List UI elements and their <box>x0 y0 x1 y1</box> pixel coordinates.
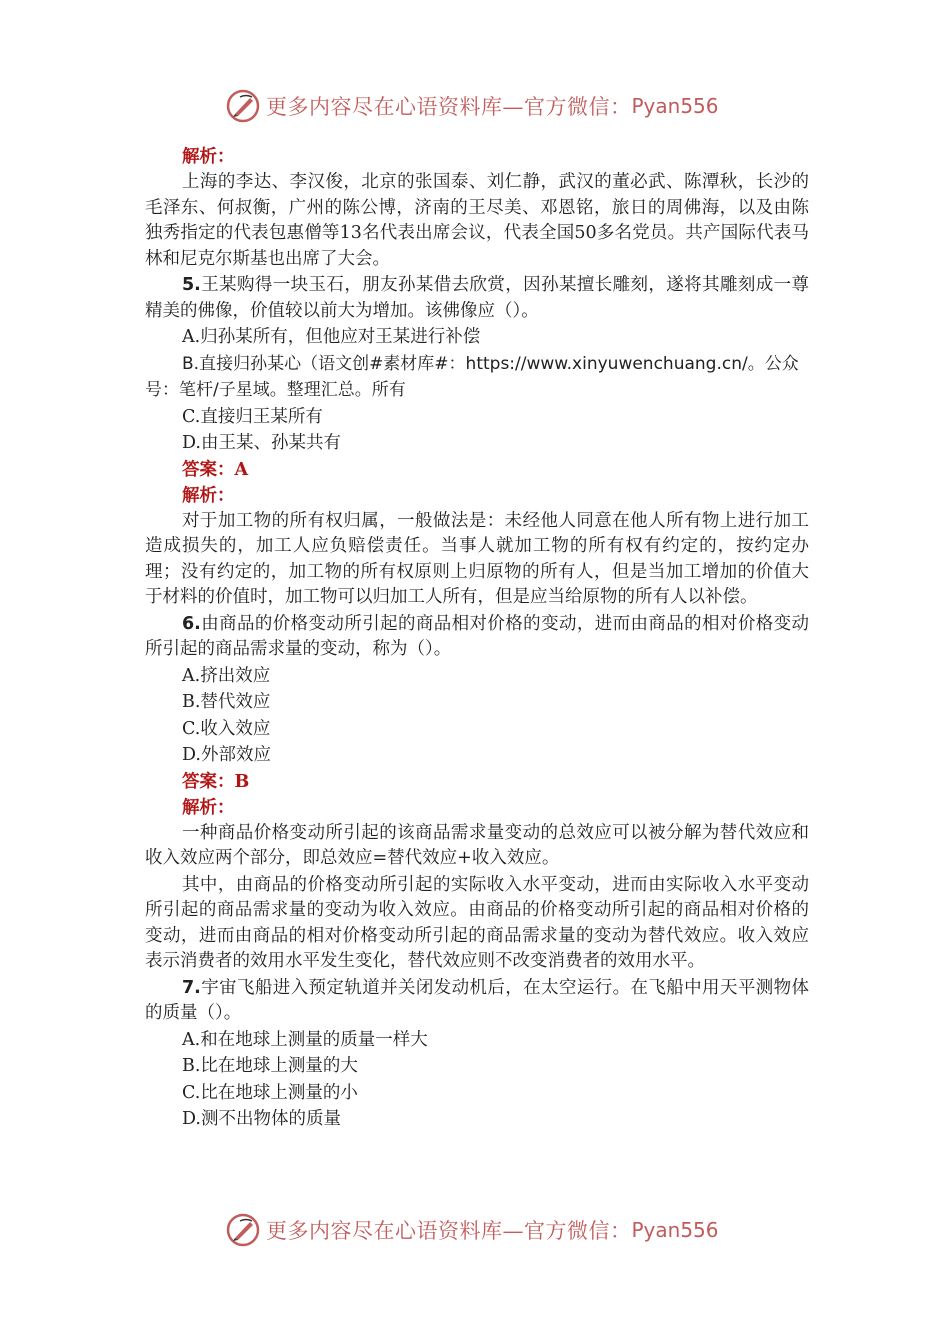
option-a: A.归孙某所有，但他应对王某进行补偿 <box>182 327 481 347</box>
question-number: 6. <box>182 613 201 634</box>
question-text: 由商品的价格变动所引起的商品相对价格的变动，进而由商品的相对价格变动所引起的商品需求量的变动，称为（）。 <box>145 613 809 659</box>
question-text: 宇宙飞船进入预定轨道并关闭发动机后，在太空运行。在飞船中用天平测物体的质量（）。 <box>145 977 809 1023</box>
option-d: D.测不出物体的质量 <box>182 1109 341 1129</box>
analysis-paragraph: 上海的李达、李汉俊，北京的张国泰、刘仁静，武汉的董必武、陈潭秋，长沙的毛泽东、何叔衡，广州的陈公博，济南的王尽美、邓恩铭，旅日的周佛海，以及由陈独秀指定的代表包惠僧等13名代表出席会议，代表全国50多名党员。共产国际代表马林和尼克尔斯基也出席了大会。 <box>145 172 809 269</box>
analysis-paragraph: 其中，由商品的价格变动所引起的实际收入水平变动，进而由实际收入水平变动所引起的商品需求量的变动为收入效应。由商品的价格变动所引起的商品相对价格的变动，进而由商品的相对价格变动所引起的商品需求量的变动为替代效应。收入效应表示消费者的效用水平发生变化，替代效应则不改变消费者的效用水平。 <box>145 874 809 971</box>
banner-text: 更多内容尽在心语资料库—官方微信： <box>266 95 632 119</box>
analysis-paragraph: 对于加工物的所有权归属，一般做法是：未经他人同意在他人所有物上进行加工造成损失的，加工人应负赔偿责任。当事人就加工物的所有权有约定的，按约定办理；没有约定的，加工物的所有权原则上归原物的所有人，但是当加工增加的价值大于材料的价值时，加工物可以归加工人所有，但是应当给原物的所有人以补偿。 <box>145 510 809 607</box>
analysis-label: 解析： <box>182 797 235 818</box>
analysis-label: 解析： <box>182 147 235 167</box>
option-c: C.直接归王某所有 <box>182 406 323 427</box>
pen-logo-icon <box>226 1213 260 1247</box>
option-b: B.替代效应 <box>182 692 271 712</box>
analysis-paragraph: 一种商品价格变动所引起的该商品需求量变动的总效应可以被分解为替代效应和收入效应两个部分，即总效应=替代效应+收入效应。 <box>145 822 809 868</box>
question-number: 5. <box>182 275 201 295</box>
answer-label: 答案：B <box>182 771 250 792</box>
question-text: 王某购得一块玉石，朋友孙某借去欣赏，因孙某擅长雕刻，遂将其雕刻成一尊精美的佛像，价值较以前大为增加。该佛像应（）。 <box>145 275 809 321</box>
question-6 <box>145 612 809 663</box>
option-b: B.直接归孙某心（语文创#素材库#：https://www.xinyuwenchuang.cn/。公众号：笔杆/子星域。整理汇总。所有 <box>145 353 799 400</box>
banner-wechat-id: Pyan556 <box>631 94 719 118</box>
option-a: A.挤出效应 <box>182 665 271 686</box>
answer-label: 答案：A <box>182 459 249 480</box>
document-body <box>145 144 809 1133</box>
pen-logo-icon <box>226 89 260 123</box>
question-5 <box>145 273 809 324</box>
option-b: B.比在地球上测量的大 <box>182 1056 358 1076</box>
option-a: A.和在地球上测量的质量一样大 <box>182 1029 428 1050</box>
header-banner <box>226 86 719 126</box>
banner-text: 更多内容尽在心语资料库—官方微信： <box>266 1219 632 1243</box>
option-c: C.收入效应 <box>182 718 271 739</box>
analysis-label: 解析： <box>182 485 235 506</box>
option-d: D.由王某、孙某共有 <box>182 433 341 453</box>
question-number: 7. <box>182 977 201 998</box>
option-c: C.比在地球上测量的小 <box>182 1082 358 1103</box>
option-d: D.外部效应 <box>182 745 271 765</box>
question-7 <box>145 976 809 1027</box>
banner-wechat-id: Pyan556 <box>631 1218 719 1242</box>
footer-banner <box>226 1210 719 1250</box>
